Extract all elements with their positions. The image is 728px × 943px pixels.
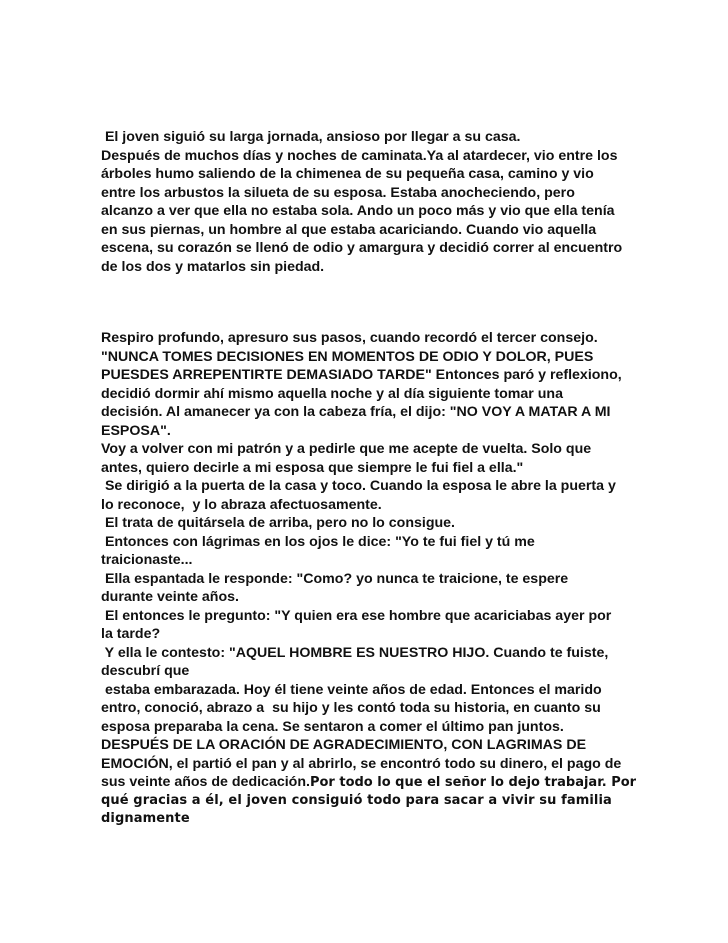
text-line: antes, quiero decirle a mi esposa que siempre le fui fiel a ella."	[101, 459, 524, 476]
text-line: ESPOSA".	[101, 422, 171, 439]
text-line: DESPUÉS DE LA ORACIÓN DE AGRADECIMIENTO, CON LAGRIMAS DE	[101, 737, 587, 753]
text-line: Entonces con lágrimas en los ojos le dice: "Yo te fui fiel y tú me	[101, 533, 535, 550]
paragraph-2	[101, 329, 637, 829]
text-line: qué gracias a él, el joven consiguió todo para sacar a vivir su familia	[101, 792, 612, 808]
text-line: "NUNCA TOMES DECISIONES EN MOMENTOS DE ODIO Y DOLOR, PUES	[101, 348, 594, 365]
text-line: durante veinte años.	[101, 589, 239, 605]
text-line: alcanzo a ver que ella no estaba sola. Ando un poco más y vio que ella tenía	[101, 203, 615, 219]
text-line: decidió dormir ahí mismo aquella noche y al día siguiente tomar una	[101, 385, 563, 402]
text-line: Después de muchos días y noches de caminata.Ya al atardecer, vio entre los	[101, 147, 618, 164]
text-line: El trata de quitársela de arriba, pero no lo consigue.	[101, 515, 455, 531]
text-line: entre los arbustos la silueta de su esposa. Estaba anocheciendo, pero	[101, 184, 575, 201]
text-line: estaba embarazada. Hoy él tiene veinte años de edad. Entonces el marido	[101, 681, 602, 698]
text-line: El joven siguió su larga jornada, ansioso por llegar a su casa.	[101, 129, 521, 145]
text-line: de los dos y matarlos sin piedad.	[101, 258, 325, 275]
text-line: dignamente	[101, 811, 190, 826]
text-line: descubrí que	[101, 663, 190, 679]
text-line: Y ella le contesto: "AQUEL HOMBRE ES NUESTRO HIJO. Cuando te fuiste,	[101, 644, 609, 661]
paragraph-1	[101, 128, 631, 276]
text-line: árboles humo saliendo de la chimenea de su pequeña casa, camino y vio	[101, 166, 594, 182]
text-segment: sus veinte años de dedicación.	[101, 774, 310, 790]
text-line: decisión. Al amanecer ya con la cabeza fría, el dijo: "NO VOY A MATAR A MI	[101, 404, 611, 420]
text-line: El entonces le pregunto: "Y quien era ese hombre que acariciabas ayer por	[101, 607, 612, 624]
text-line: escena, su corazón se llenó de odio y amargura y decidió correr al encuentro	[101, 240, 623, 256]
text-line: lo reconoce, y lo abraza afectuosamente.	[101, 496, 382, 513]
document-page	[101, 128, 637, 829]
text-line: EMOCIÓN, el partió el pan y al abrirlo, se encontró todo su dinero, el pago de	[101, 755, 622, 772]
text-line: la tarde?	[101, 626, 161, 642]
text-segment: Por todo lo que el señor lo dejo trabajar. Por	[309, 775, 637, 790]
text-line: Ella espantada le responde: "Como? yo nunca te traicione, te espere	[101, 570, 569, 587]
text-line: esposa preparaba la cena. Se sentaron a comer el último pan juntos.	[101, 718, 564, 735]
text-line: entro, conoció, abrazo a su hijo y les contó toda su historia, en cuanto su	[101, 700, 601, 716]
text-line: traicionaste...	[101, 552, 193, 568]
text-line: en sus piernas, un hombre al que estaba acariciando. Cuando vio aquella	[101, 221, 597, 238]
text-line: PUESDES ARREPENTIRTE DEMASIADO TARDE" Entonces paró y reflexiono,	[101, 367, 622, 383]
text-line: Voy a volver con mi patrón y a pedirle que me acepte de vuelta. Solo que	[101, 441, 592, 457]
mixed-font-line	[101, 773, 637, 792]
text-line: Se dirigió a la puerta de la casa y toco. Cuando la esposa le abre la puerta y	[101, 478, 616, 494]
text-line: Respiro profundo, apresuro sus pasos, cuando recordó el tercer consejo.	[101, 330, 598, 346]
